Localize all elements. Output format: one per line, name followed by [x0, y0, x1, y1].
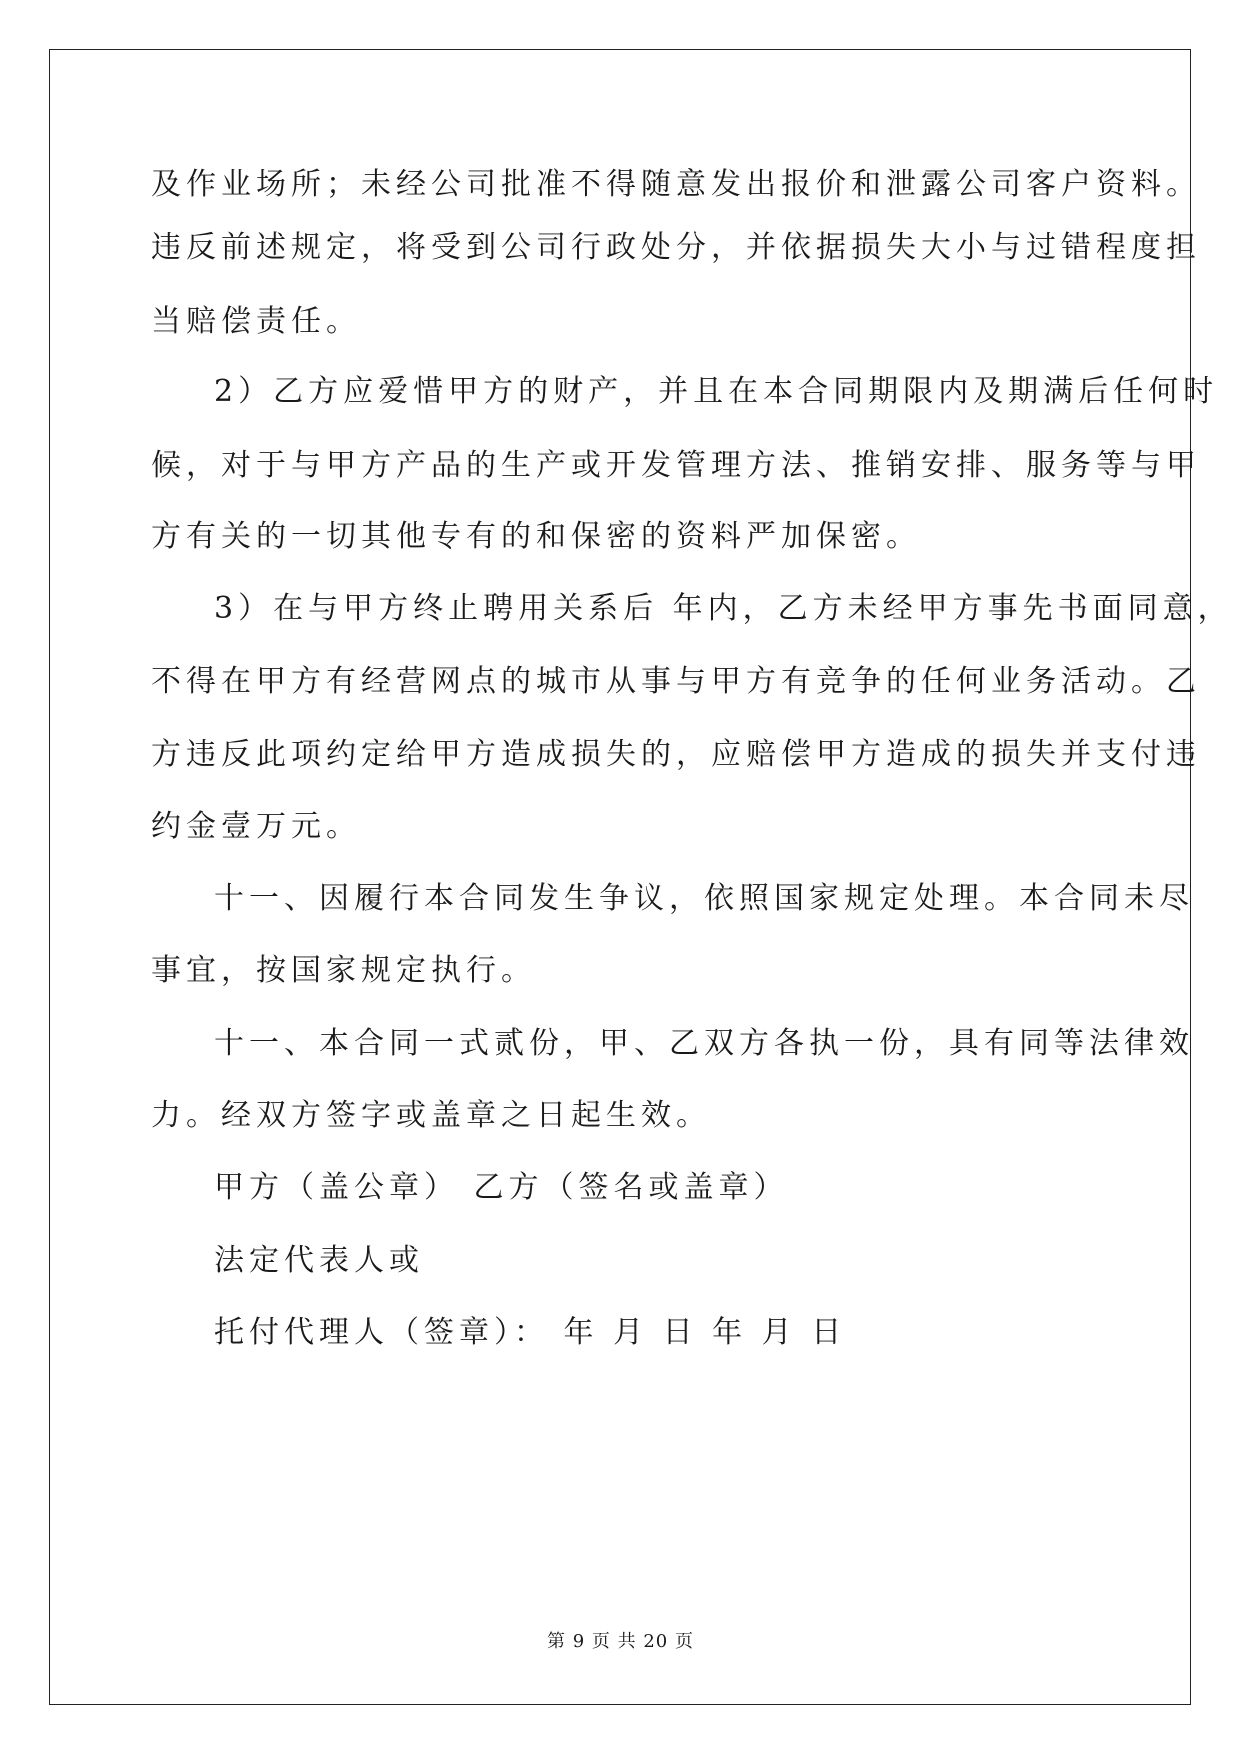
- text-line: 及作业场所；未经公司批准不得随意发出报价和泄露公司客户资料。: [151, 167, 1201, 202]
- text-line: 候，对于与甲方产品的生产或开发管理方法、推销安排、服务等与甲: [151, 448, 1201, 483]
- text-line: 方违反此项约定给甲方造成损失的，应赔偿甲方造成的损失并支付违: [151, 737, 1201, 772]
- text-line: 力。经双方签字或盖章之日起生效。: [151, 1098, 711, 1133]
- text-line: 事宜，按国家规定执行。: [151, 953, 536, 988]
- agent-date-line: 托付代理人（签章）： 年 月 日 年 月 日: [214, 1315, 847, 1350]
- text-line: 十一、本合同一式贰份，甲、乙双方各执一份，具有同等法律效: [214, 1026, 1194, 1061]
- text-line: 2）乙方应爱惜甲方的财产，并且在本合同期限内及期满后任何时: [214, 374, 1219, 409]
- text-line: 不得在甲方有经营网点的城市从事与甲方有竞争的任何业务活动。乙: [151, 664, 1201, 699]
- text-line: 3）在与甲方终止聘用关系后 年内，乙方未经甲方事先书面同意，: [214, 591, 1233, 626]
- text-line: 违反前述规定，将受到公司行政处分，并依据损失大小与过错程度担: [151, 230, 1201, 265]
- legal-representative-line: 法定代表人或: [214, 1243, 424, 1278]
- text-line: 十一、因履行本合同发生争议，依照国家规定处理。本合同未尽: [214, 881, 1194, 916]
- text-line: 当赔偿责任。: [151, 304, 361, 339]
- signature-parties-line: 甲方（盖公章） 乙方（签名或盖章）: [214, 1170, 789, 1205]
- text-line: 方有关的一切其他专有的和保密的资料严加保密。: [151, 519, 921, 554]
- page-number: 第 9 页 共 20 页: [547, 1631, 694, 1652]
- page-border: [49, 49, 1233, 1705]
- text-line: 约金壹万元。: [151, 809, 361, 844]
